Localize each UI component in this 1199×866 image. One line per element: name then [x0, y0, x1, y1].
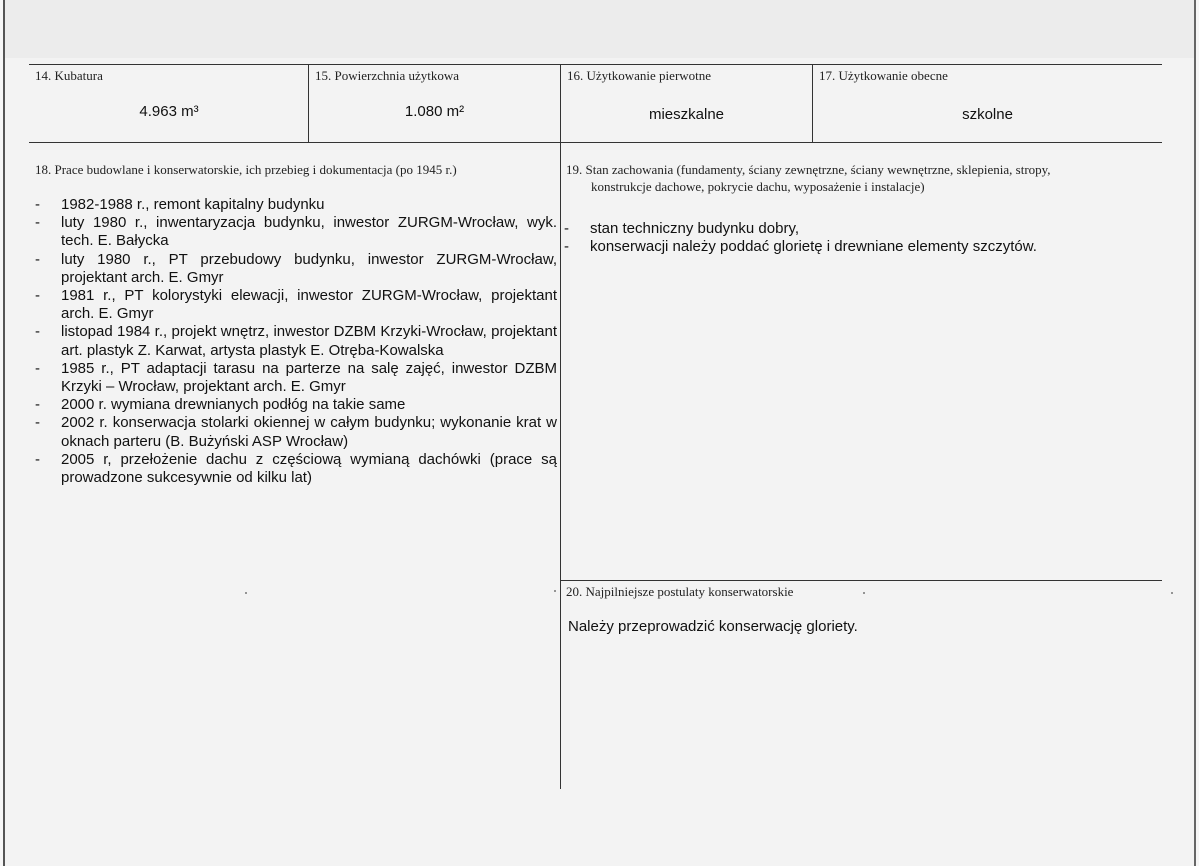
- scan-speck: [554, 590, 556, 592]
- field-kubatura-label: 14. Kubatura: [35, 68, 103, 83]
- section18-item-text: 2000 r. wymiana drewnianych podłóg na takie same: [61, 396, 406, 414]
- fields-bottom-rule: [29, 142, 1162, 143]
- section18-item: [29, 251, 557, 287]
- field-uzytkowanie-pierwotne-value: mieszkalne: [648, 106, 725, 123]
- section18-item: [29, 214, 557, 250]
- section20-label: 20. Najpilniejsze postulaty konserwatorskie: [566, 584, 794, 599]
- list-dash: -: [564, 238, 569, 256]
- list-dash: -: [35, 287, 40, 305]
- divider-15-16: [560, 64, 561, 789]
- section19-item-text: stan techniczny budynku dobry,: [590, 220, 800, 237]
- field-uzytkowanie-obecne-value: szkolne: [962, 106, 1013, 123]
- section18-list: [29, 196, 557, 487]
- section18-item-text: 2005 r, przełożenie dachu z częściową wymianą dachówki (prace są prowadzone sukcesywnie od kilku lat): [61, 450, 557, 487]
- section18-item: [29, 451, 557, 487]
- section18-item-text: listopad 1984 r., projekt wnętrz, inwestor DZBM Krzyki-Wrocław, projektant art. plastyk Z. Karwat, artysta plastyk E. Otręba-Kowalska: [61, 323, 557, 359]
- field-uzytkowanie-obecne-label: 17. Użytkowanie obecne: [819, 68, 948, 83]
- record-card: [3, 0, 1196, 866]
- section19-item: [558, 238, 1148, 256]
- list-dash: -: [35, 250, 40, 268]
- scan-speck: [1171, 592, 1173, 594]
- list-dash: -: [35, 396, 40, 414]
- section18-item: [29, 323, 557, 359]
- section18-item: [29, 414, 557, 450]
- section20-text: Należy przeprowadzić konserwację gloriety.: [568, 618, 858, 635]
- section18-item-text: luty 1980 r., PT przebudowy budynku, inwestor ZURGM-Wrocław, projektant arch. E. Gmyr: [61, 250, 557, 286]
- field-powierzchnia-label: 15. Powierzchnia użytkowa: [315, 68, 460, 83]
- list-dash: -: [35, 450, 40, 468]
- section18-item: [29, 396, 557, 414]
- top-margin: [5, 0, 1194, 58]
- section19-label-line2: konstrukcje dachowe, pokrycie dachu, wyposażenie i instalacje): [591, 179, 925, 194]
- section20-rule: [560, 580, 1162, 581]
- section19-list: [558, 220, 1148, 256]
- top-rule: [29, 64, 1162, 65]
- section18-item-text: 1985 r., PT adaptacji tarasu na parterze na salę zajęć, inwestor DZBM Krzyki – Wrocław, projektant arch. E. Gmyr: [61, 359, 557, 396]
- section18-item: [29, 287, 557, 323]
- list-dash: -: [35, 414, 40, 432]
- section19-item-text: konserwacji należy poddać glorietę i drewniane elementy szczytów.: [590, 238, 1037, 256]
- section18-item-text: 2002 r. konserwacja stolarki okiennej w całym budynku; wykonanie krat w oknach parteru (B. Bużyński ASP Wrocław): [61, 414, 557, 450]
- scan-speck: [245, 592, 247, 594]
- section19-label-line1: 19. Stan zachowania (fundamenty, ściany zewnętrzne, ściany wewnętrzne, sklepienia, stropy,: [566, 162, 1051, 177]
- section18-label: 18. Prace budowlane i konserwatorskie, ich przebieg i dokumentacja (po 1945 r.): [35, 162, 457, 177]
- section18-item-text: 1981 r., PT kolorystyki elewacji, inwestor ZURGM-Wrocław, projektant arch. E. Gmyr: [61, 287, 557, 323]
- divider-16-17: [812, 64, 813, 142]
- field-kubatura-value: 4.963 m³: [139, 103, 199, 120]
- list-dash: -: [35, 196, 40, 213]
- list-dash: -: [35, 359, 40, 377]
- section18-item: [29, 360, 557, 396]
- list-dash: -: [35, 214, 40, 232]
- list-dash: -: [35, 323, 40, 341]
- section19-item: [558, 220, 1148, 238]
- scan-speck: [863, 592, 865, 594]
- section18-item-text: 1982-1988 r., remont kapitalny budynku: [61, 196, 325, 213]
- section18-item: [29, 196, 557, 214]
- field-powierzchnia-value: 1.080 m²: [404, 103, 465, 120]
- section18-item-text: luty 1980 r., inwentaryzacja budynku, inwestor ZURGM-Wrocław, wyk. tech. E. Bałycka: [61, 214, 557, 250]
- field-uzytkowanie-pierwotne-label: 16. Użytkowanie pierwotne: [567, 68, 712, 83]
- list-dash: -: [564, 220, 569, 237]
- section19-label: [566, 161, 1051, 195]
